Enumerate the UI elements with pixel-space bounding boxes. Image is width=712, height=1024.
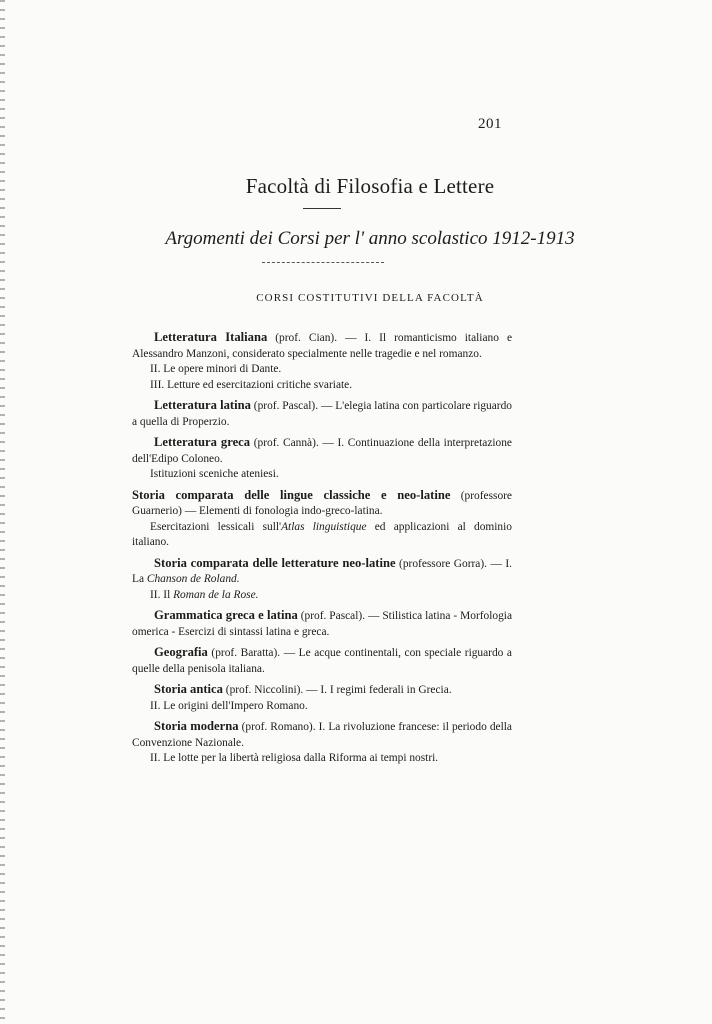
course-subtopic: Istituzioni sceniche ateniesi. [150, 468, 279, 480]
course-subtopic: III. Letture ed esercitazioni critiche svariate. [150, 378, 353, 391]
course-text: (professore Gorra). — I. La [132, 557, 512, 585]
course-subtopic [132, 588, 512, 604]
course-subtopic [132, 520, 512, 551]
course-entry [132, 398, 512, 430]
scan-edge [0, 0, 5, 1024]
course-description [132, 645, 512, 677]
course-text: (prof. Romano). I. La rivoluzione francese: il periodo della Convenzione Nazionale. [132, 721, 512, 749]
course-entry [132, 330, 512, 393]
course-text: (prof. Niccolini). — I. I regimi federali in Grecia. [222, 684, 452, 696]
course-name: Storia comparata delle lingue classiche e neo-latine [132, 487, 451, 502]
course-text: (prof. Cian). — I. Il romanticismo italiano e Alessandro Manzoni, considerato specialmente nelle tragedie e nel romanzo. [132, 332, 512, 360]
section-heading: CORSI COSTITUTIVI DELLA FACOLTÀ [256, 292, 484, 304]
title-divider [303, 208, 341, 209]
course-entry [132, 682, 512, 714]
page-subtitle: Argomenti dei Corsi per l' anno scolastico 1912-1913 [165, 228, 575, 249]
course-name: Grammatica greca e latina [154, 608, 298, 622]
course-description [132, 556, 512, 588]
course-description [132, 488, 512, 520]
course-text: (prof. Baratta). — Le acque continentali, con speciale riguardo a quelle della penisola italiana. [132, 647, 512, 675]
course-subtopic: II. Le origini dell'Impero Romano. [150, 699, 308, 712]
course-text: II. Il [150, 588, 174, 601]
course-description [132, 719, 512, 751]
course-description [132, 330, 512, 362]
course-list [132, 330, 512, 772]
course-name: Letteratura greca [154, 435, 251, 449]
course-name: Storia antica [154, 682, 223, 696]
course-name: Letteratura Italiana [154, 330, 268, 344]
course-entry [132, 488, 512, 551]
course-entry [132, 608, 512, 640]
course-text-italic: Roman de la Rose. [173, 588, 259, 601]
course-entry [132, 719, 512, 767]
page-number: 201 [478, 116, 502, 132]
course-description [132, 608, 512, 640]
course-entry [132, 645, 512, 677]
course-text: (professore Guarnerio) — Elementi di fonologia indo-greco-latina. [132, 489, 512, 517]
course-name: Geografia [154, 645, 208, 659]
course-description [132, 435, 512, 467]
course-name: Letteratura latina [154, 398, 251, 412]
course-text-italic: Chanson de Roland. [146, 573, 240, 585]
course-text: ed applicazioni al dominio italiano. [132, 520, 512, 548]
course-entry [132, 556, 512, 604]
subtitle-divider [262, 262, 384, 263]
course-text: (prof. Pascal). — L'elegia latina con particolare riguardo a quella di Properzio. [132, 400, 512, 428]
course-subtopic: II. Le lotte per la libertà religiosa dalla Riforma ai tempi nostri. [150, 752, 439, 764]
page-title: Facoltà di Filosofia e Lettere [245, 174, 495, 198]
course-name: Storia moderna [154, 719, 239, 733]
course-text-italic: Atlas linguistique [281, 520, 367, 533]
course-text: Esercitazioni lessicali sull' [150, 520, 282, 533]
course-entry [132, 435, 512, 483]
course-description [132, 682, 512, 699]
course-subtopic: II. Le opere minori di Dante. [150, 363, 282, 375]
course-description [132, 398, 512, 430]
course-text: (prof. Pascal). — Stilistica latina - Morfologia omerica - Esercizi di sintassi latina e greca. [132, 610, 512, 638]
course-text: (prof. Cannà). — I. Continuazione della interpretazione dell'Edipo Coloneo. [132, 437, 512, 465]
course-name: Storia comparata delle letterature neo-latine [154, 555, 396, 570]
